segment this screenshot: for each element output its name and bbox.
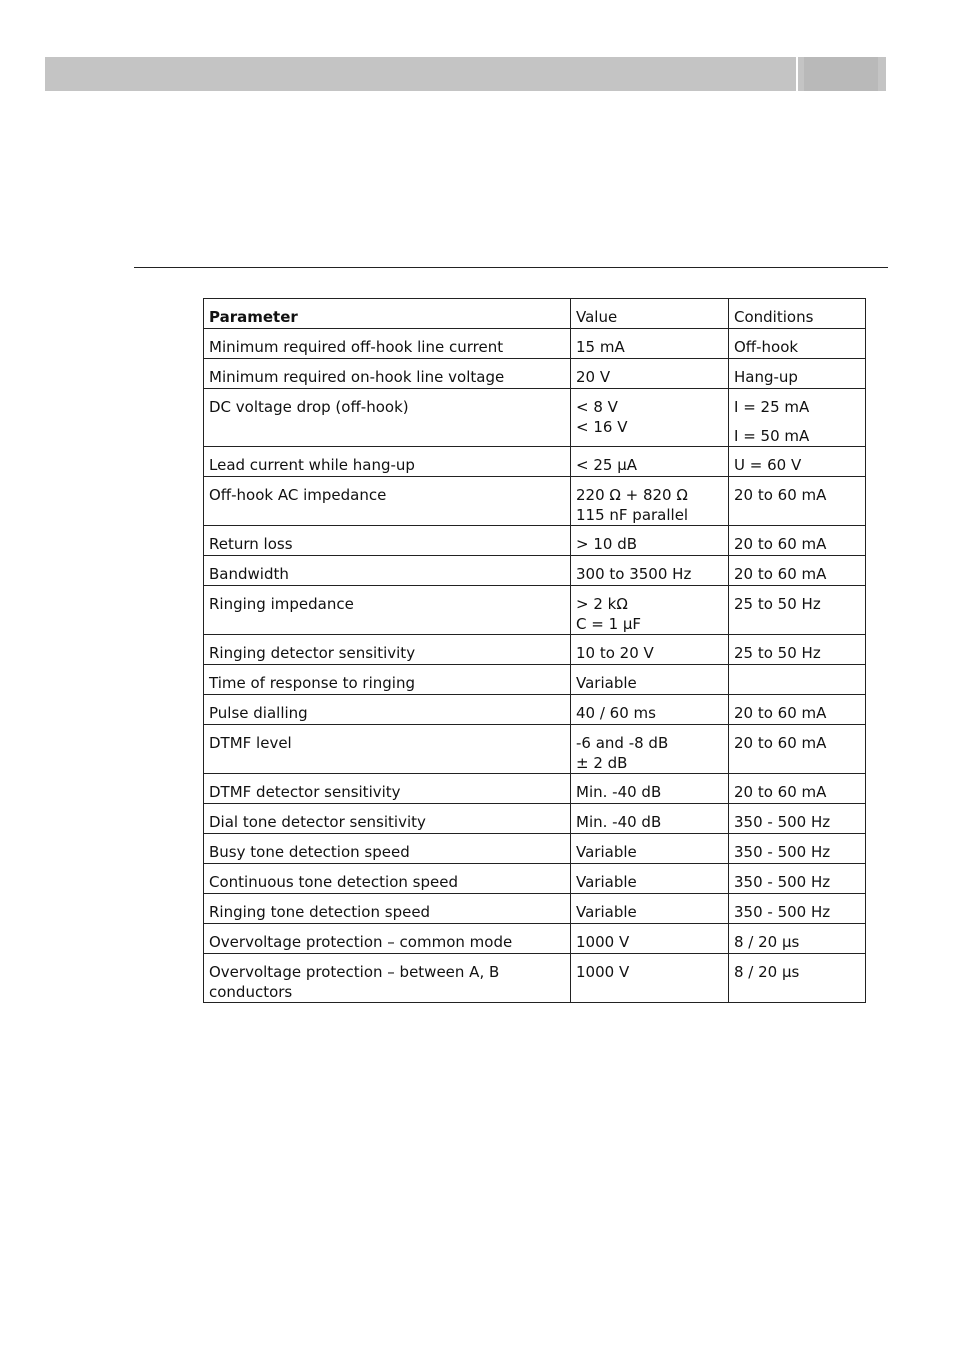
cell-conditions-line: Hang-up: [734, 368, 798, 386]
cell-conditions: [729, 954, 866, 1003]
cell-value-line: 15 mA: [576, 338, 625, 356]
table-row: [204, 894, 866, 924]
cell-conditions: [729, 695, 866, 725]
cell-value-line: 300 to 3500 Hz: [576, 565, 692, 583]
table-row: [204, 695, 866, 725]
table-row: [204, 586, 866, 635]
cell-value: [571, 586, 729, 635]
table-row: [204, 329, 866, 359]
cell-value-line: 1000 V: [576, 933, 630, 951]
cell-value-line: < 25 μA: [576, 456, 637, 474]
table-row: [204, 359, 866, 389]
table-row: [204, 924, 866, 954]
cell-conditions-line: U = 60 V: [734, 456, 802, 474]
cell-parameter: Overvoltage protection – common mode: [204, 924, 571, 954]
cell-conditions-line: 20 to 60 mA: [734, 486, 827, 504]
cell-conditions: [729, 526, 866, 556]
cell-conditions: [729, 774, 866, 804]
cell-value-line: Variable: [576, 873, 637, 891]
cell-conditions: [729, 725, 866, 774]
cell-value-line: Variable: [576, 843, 637, 861]
cell-conditions-line: I = 50 mA: [734, 426, 810, 445]
cell-value: [571, 329, 729, 359]
cell-value-line: < 16 V: [576, 417, 628, 436]
cell-value: [571, 924, 729, 954]
cell-conditions-line: 20 to 60 mA: [734, 734, 827, 752]
cell-parameter: DTMF detector sensitivity: [204, 774, 571, 804]
cell-parameter: Pulse dialling: [204, 695, 571, 725]
table-row: [204, 665, 866, 695]
cell-value: [571, 725, 729, 774]
cell-conditions: [729, 635, 866, 665]
specifications-table: [203, 298, 866, 1003]
cell-value: [571, 389, 729, 447]
table-row: [204, 725, 866, 774]
header-parameter: Parameter: [204, 299, 571, 329]
cell-conditions-line: 8 / 20 μs: [734, 933, 800, 951]
cell-conditions-line: 350 - 500 Hz: [734, 813, 831, 831]
cell-value: [571, 804, 729, 834]
table-row: [204, 864, 866, 894]
cell-value-line: 40 / 60 ms: [576, 704, 656, 722]
cell-value: [571, 665, 729, 695]
cell-conditions: [729, 556, 866, 586]
cell-conditions-line: 350 - 500 Hz: [734, 873, 831, 891]
cell-conditions-line: 25 to 50 Hz: [734, 644, 821, 662]
cell-value-line: Variable: [576, 903, 637, 921]
cell-value: [571, 834, 729, 864]
cell-conditions: [729, 359, 866, 389]
header-bar: [45, 57, 796, 91]
cell-conditions: [729, 329, 866, 359]
header-tab: [798, 57, 886, 91]
table-row: [204, 774, 866, 804]
cell-conditions-line: 20 to 60 mA: [734, 704, 827, 722]
cell-conditions-line: 8 / 20 μs: [734, 963, 800, 981]
cell-conditions: [729, 924, 866, 954]
cell-parameter: Time of response to ringing: [204, 665, 571, 695]
header-value: Value: [571, 299, 729, 329]
table-row: [204, 447, 866, 477]
header-tab-inner: [804, 57, 878, 91]
table-row: [204, 804, 866, 834]
cell-conditions: [729, 834, 866, 864]
table-row: [204, 389, 866, 447]
cell-conditions: [729, 665, 866, 695]
cell-value-line: ± 2 dB: [576, 753, 628, 772]
cell-conditions-line: 350 - 500 Hz: [734, 903, 831, 921]
cell-parameter: Ringing detector sensitivity: [204, 635, 571, 665]
cell-value-line: 220 Ω + 820 Ω: [576, 486, 688, 504]
cell-conditions: [729, 894, 866, 924]
cell-conditions-line: Off-hook: [734, 338, 799, 356]
cell-value-line: > 2 kΩ: [576, 595, 628, 613]
cell-conditions-line: 20 to 60 mA: [734, 783, 827, 801]
cell-value-line: C = 1 μF: [576, 614, 642, 633]
cell-parameter: Busy tone detection speed: [204, 834, 571, 864]
cell-parameter: Return loss: [204, 526, 571, 556]
cell-parameter: Lead current while hang-up: [204, 447, 571, 477]
cell-parameter: Continuous tone detection speed: [204, 864, 571, 894]
cell-conditions: [729, 389, 866, 447]
cell-value: [571, 954, 729, 1003]
cell-value-line: > 10 dB: [576, 535, 638, 553]
cell-value-line: 10 to 20 V: [576, 644, 654, 662]
table-row: [204, 834, 866, 864]
table-row: [204, 635, 866, 665]
cell-parameter: Dial tone detector sensitivity: [204, 804, 571, 834]
cell-parameter: DC voltage drop (off-hook): [204, 389, 571, 447]
cell-value-line: -6 and -8 dB: [576, 734, 669, 752]
cell-parameter: Overvoltage protection – between A, B conductors: [204, 954, 571, 1003]
cell-conditions-line: 20 to 60 mA: [734, 535, 827, 553]
cell-conditions: [729, 804, 866, 834]
cell-parameter: Bandwidth: [204, 556, 571, 586]
cell-conditions-line: 350 - 500 Hz: [734, 843, 831, 861]
table-row: [204, 954, 866, 1003]
cell-parameter: Ringing tone detection speed: [204, 894, 571, 924]
cell-value: [571, 695, 729, 725]
table-row: [204, 526, 866, 556]
cell-value: [571, 864, 729, 894]
cell-value-line: Min. -40 dB: [576, 783, 662, 801]
cell-value: [571, 526, 729, 556]
cell-value: [571, 359, 729, 389]
cell-conditions-line: 20 to 60 mA: [734, 565, 827, 583]
cell-parameter: Off-hook AC impedance: [204, 477, 571, 526]
table-header-row: [204, 299, 866, 329]
cell-value-line: Min. -40 dB: [576, 813, 662, 831]
cell-value: [571, 894, 729, 924]
cell-conditions: [729, 864, 866, 894]
cell-value: [571, 635, 729, 665]
cell-value: [571, 477, 729, 526]
table-row: [204, 556, 866, 586]
section-rule: [134, 267, 888, 268]
cell-parameter: Minimum required off-hook line current: [204, 329, 571, 359]
cell-value-line: Variable: [576, 674, 637, 692]
cell-value-line: 20 V: [576, 368, 611, 386]
header-conditions: Conditions: [729, 299, 866, 329]
cell-parameter: DTMF level: [204, 725, 571, 774]
table-row: [204, 477, 866, 526]
cell-conditions: [729, 447, 866, 477]
cell-value-line: 115 nF parallel: [576, 505, 689, 524]
cell-parameter: Ringing impedance: [204, 586, 571, 635]
cell-value: [571, 447, 729, 477]
cell-value: [571, 556, 729, 586]
cell-value-line: < 8 V: [576, 398, 618, 416]
cell-conditions: [729, 477, 866, 526]
cell-value: [571, 774, 729, 804]
cell-value-line: 1000 V: [576, 963, 630, 981]
cell-conditions-line: 25 to 50 Hz: [734, 595, 821, 613]
cell-conditions: [729, 586, 866, 635]
table-body: [204, 329, 866, 1003]
cell-conditions-line: I = 25 mA: [734, 398, 810, 416]
cell-parameter: Minimum required on-hook line voltage: [204, 359, 571, 389]
